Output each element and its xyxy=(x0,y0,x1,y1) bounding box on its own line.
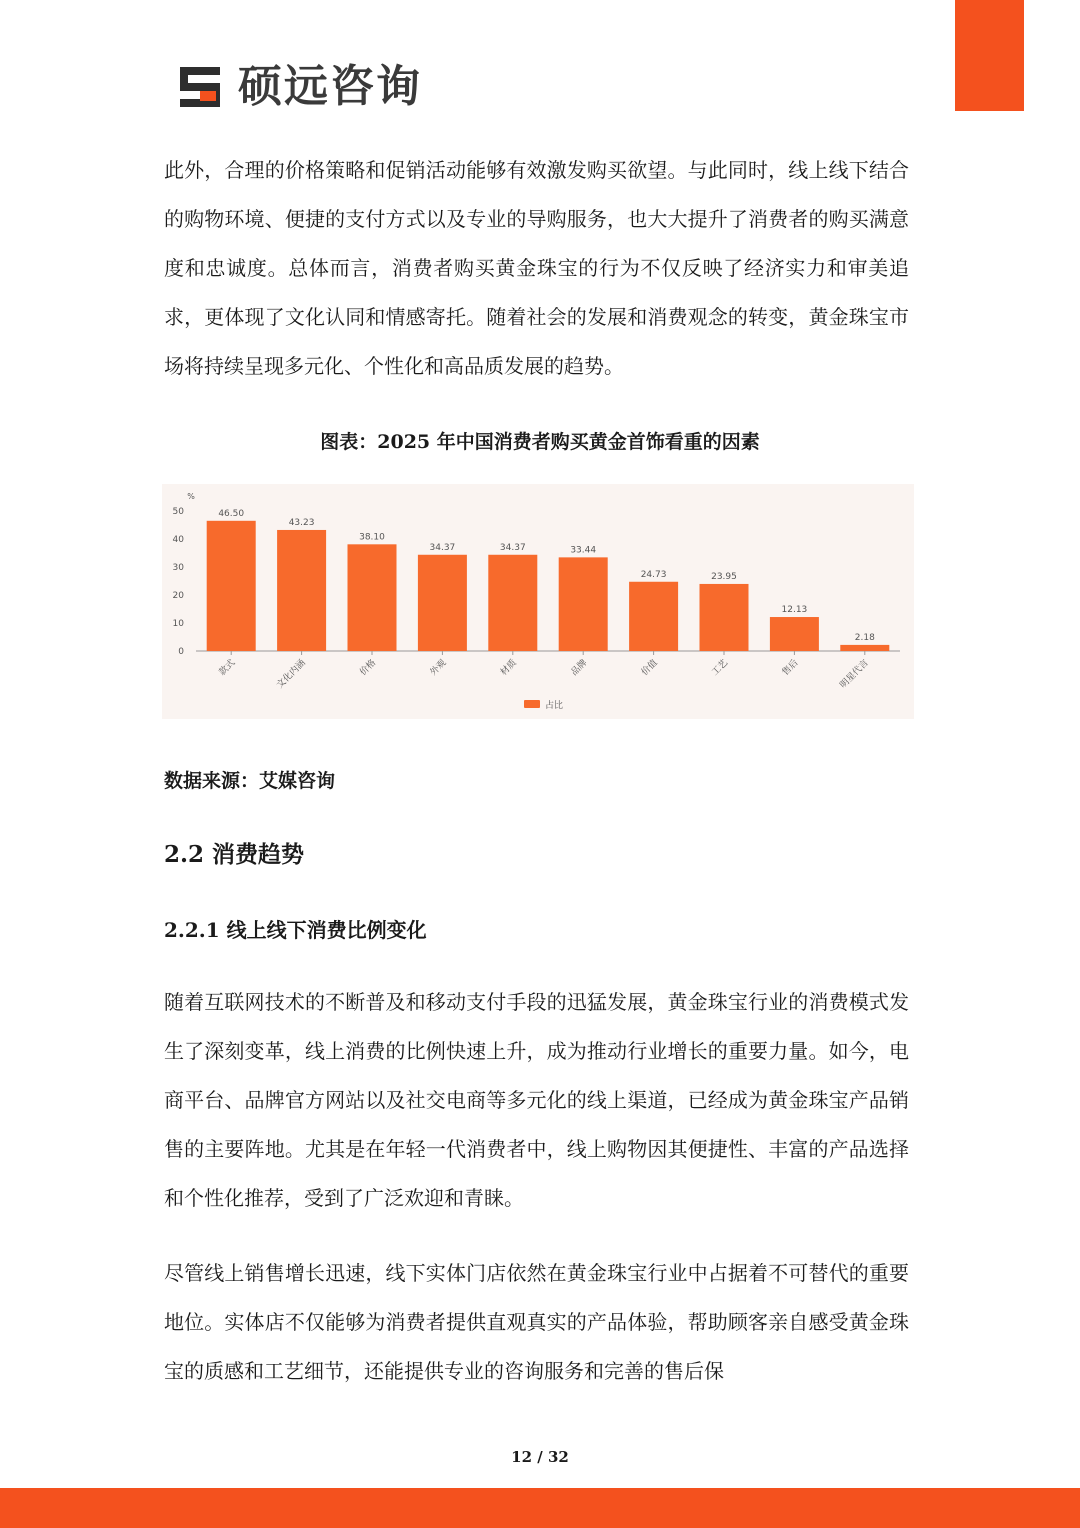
x-tick-label: 明星代言 xyxy=(838,658,871,691)
legend-swatch xyxy=(524,700,540,708)
x-tick-label: 价值 xyxy=(639,658,660,678)
bar-value-label: 12.13 xyxy=(781,605,808,616)
chart-bar xyxy=(488,555,537,651)
x-tick-label: 价格 xyxy=(358,658,379,678)
chart-bar xyxy=(770,617,819,651)
y-tick-label: 40 xyxy=(172,535,184,545)
bar-value-label: 38.10 xyxy=(359,532,385,543)
bar-value-label: 34.37 xyxy=(429,542,456,553)
legend-label: 占比 xyxy=(545,701,564,711)
bar-chart xyxy=(162,484,914,719)
chart-bar xyxy=(418,555,467,651)
x-tick-label: 工艺 xyxy=(710,658,731,678)
page-number: 12 / 32 xyxy=(511,1448,569,1466)
bar-value-label: 2.18 xyxy=(854,632,875,643)
x-tick-label: 文化内涵 xyxy=(275,658,308,691)
chart-bar xyxy=(840,645,889,651)
chart-bar xyxy=(348,544,397,651)
subsection-heading: 2.2.1 线上线下消费比例变化 xyxy=(164,918,427,942)
bar-value-label: 24.73 xyxy=(640,569,667,580)
bar-chart-svg xyxy=(162,484,914,719)
y-tick-label: 0 xyxy=(178,647,184,657)
y-axis-unit: % xyxy=(187,492,195,501)
bar-value-label: 33.44 xyxy=(570,545,597,556)
y-tick-label: 50 xyxy=(172,507,184,517)
y-tick-label: 30 xyxy=(172,563,184,573)
section-heading: 2.2 消费趋势 xyxy=(164,841,305,868)
chart-bar xyxy=(277,530,326,651)
intro-paragraph: 此外，合理的价格策略和促销活动能够有效激发购买欲望。与此同时，线上线下结合的购物环境、便捷的支付方式以及专业的导购服务，也大大提升了消费者的购买满意度和忠诚度。总体而言，消费者购买黄金珠宝的行为不仅反映了经济实力和审美追求，更体现了文化认同和情感寄托。随着社会的发展和消费观念的转变，黄金珠宝市场将持续呈现多元化、个性化和高品质发展的趋势。 xyxy=(164,158,909,378)
section-paragraph-2: 尽管线上销售增长迅速，线下实体门店依然在黄金珠宝行业中占据着不可替代的重要地位。实体店不仅能够为消费者提供直观真实的产品体验，帮助顾客亲自感受黄金珠宝的质感和工艺细节，还能提供专业的咨询服务和完善的售后保 xyxy=(164,1261,909,1383)
brand-mark-icon xyxy=(176,63,228,111)
x-tick-label: 外观 xyxy=(428,658,449,678)
brand-logo xyxy=(176,60,422,114)
data-source: 数据来源：艾媒咨询 xyxy=(164,770,336,792)
bar-value-label: 46.50 xyxy=(218,508,245,519)
x-tick-label: 款式 xyxy=(217,658,238,678)
x-tick-label: 售后 xyxy=(780,658,801,678)
chart-bar xyxy=(629,582,678,651)
y-tick-label: 20 xyxy=(172,591,184,601)
chart-caption: 图表：2025 年中国消费者购买黄金首饰看重的因素 xyxy=(320,431,760,453)
bar-value-label: 34.37 xyxy=(499,542,526,553)
x-tick-label: 品牌 xyxy=(569,658,590,678)
brand-name: 硕远咨询 xyxy=(238,61,422,112)
bar-value-label: 43.23 xyxy=(288,517,315,528)
y-tick-label: 10 xyxy=(172,619,184,629)
chart-bar xyxy=(700,584,749,651)
section-paragraph-1: 随着互联网技术的不断普及和移动支付手段的迅猛发展，黄金珠宝行业的消费模式发生了深刻变革，线上消费的比例快速上升，成为推动行业增长的重要力量。如今，电商平台、品牌官方网站以及社交电商等多元化的线上渠道，已经成为黄金珠宝产品销售的主要阵地。尤其是在年轻一代消费者中，线上购物因其便捷性、丰富的产品选择和个性化推荐，受到了广泛欢迎和青睐。 xyxy=(164,990,909,1210)
chart-bar xyxy=(559,557,608,651)
chart-bar xyxy=(207,521,256,651)
corner-accent-tab xyxy=(955,0,1024,111)
footer-accent-bar xyxy=(0,1488,1080,1528)
bar-value-label: 23.95 xyxy=(711,571,737,582)
x-tick-label: 材质 xyxy=(499,658,519,678)
